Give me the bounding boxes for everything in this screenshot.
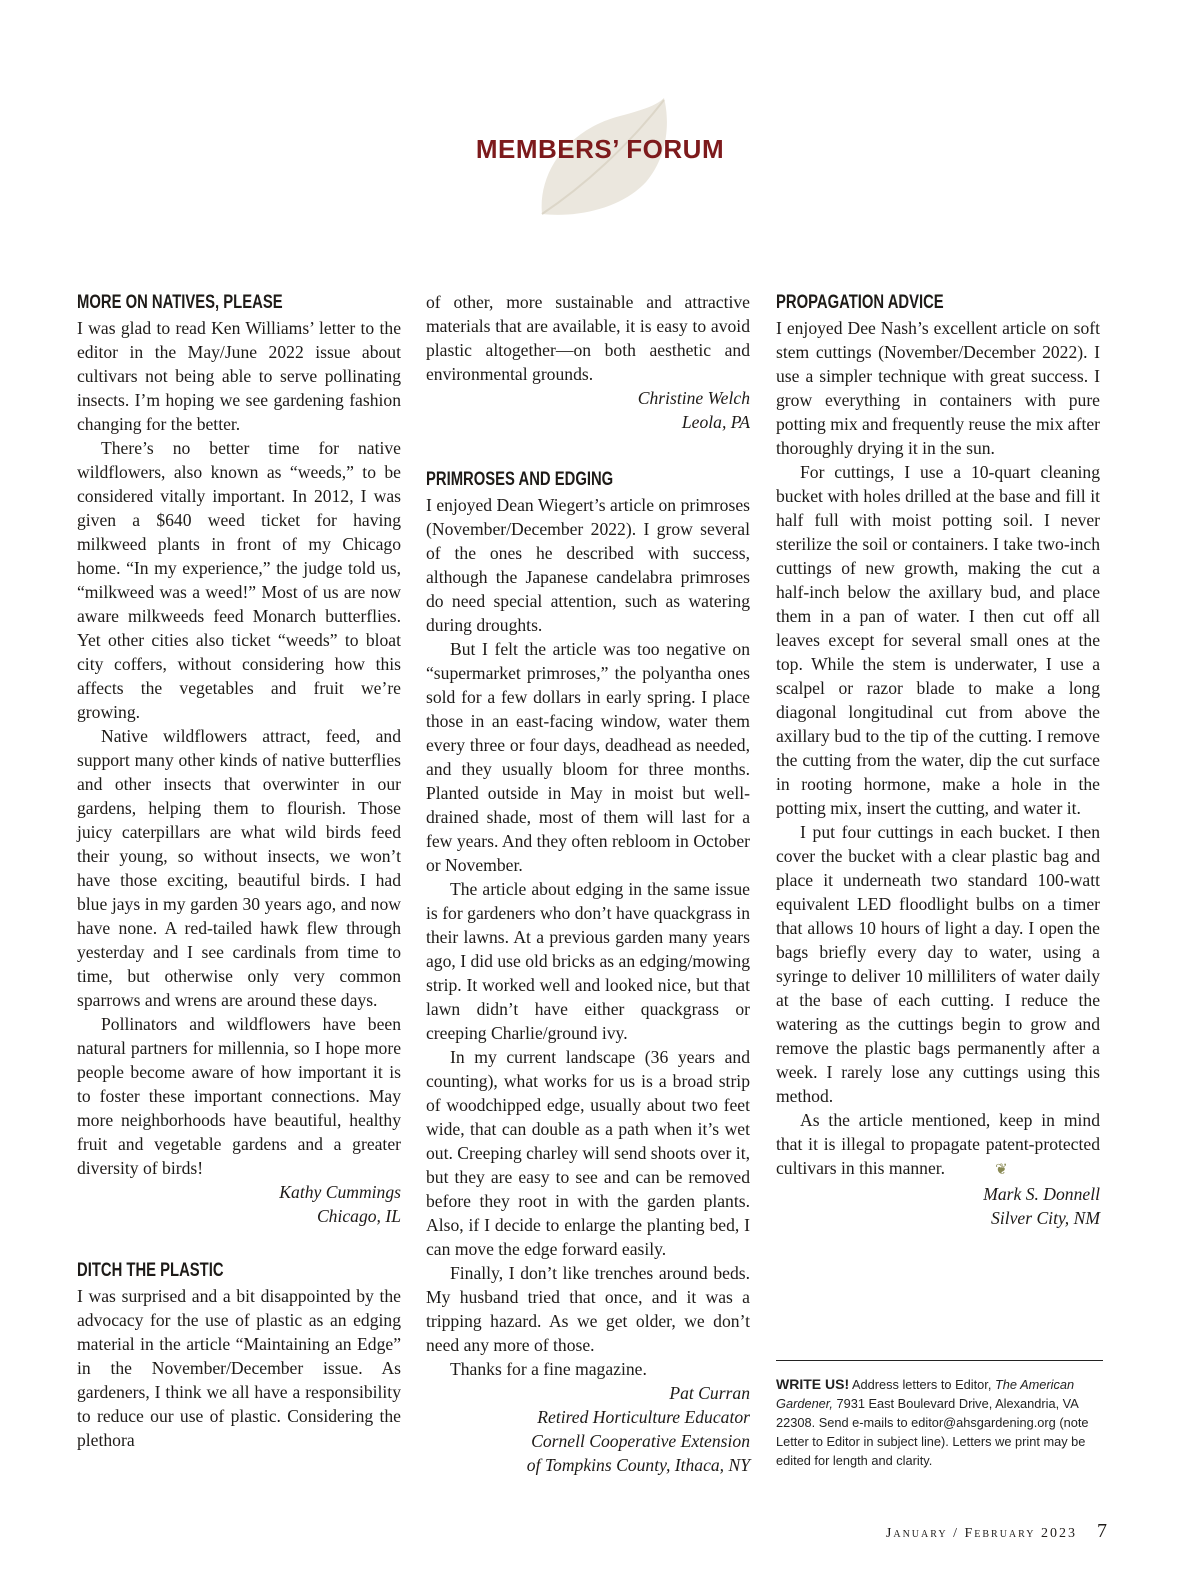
page-number: 7	[1097, 1520, 1107, 1542]
write-us-lead: WRITE US!	[776, 1376, 850, 1392]
signature-title: Retired Horticulture Educator	[537, 1407, 750, 1427]
column-1	[77, 290, 401, 1452]
letter-paragraph: Pollinators and wildflowers have been natural partners for millennia, so I hope more people become aware of how important it is to foster these important connections. May more neighborhoods have beautiful, healthy fruit and vegetable gardens and a greater diversity of birds!	[77, 1014, 401, 1178]
signature-organization: Cornell Cooperative Extension	[531, 1431, 750, 1451]
letter-paragraph: I enjoyed Dee Nash’s excellent article on soft stem cuttings (November/December 2022). I use a simpler technique with great success. I grow everything in containers with pure potting mix and frequently reuse the mix after thoroughly drying it in the sun.	[776, 318, 1100, 458]
letter-paragraph-text: As the article mentioned, keep in mind that it is illegal to propagate patent-protected cultivars in this manner.	[776, 1110, 1100, 1178]
letter-paragraph: I was glad to read Ken Williams’ letter to the editor in the May/June 2022 issue about cultivars not being able to serve pollinating insects. I’m hoping we see gardening fashion changing for the better.	[77, 318, 401, 434]
signature-name: Pat Curran	[669, 1383, 750, 1403]
letter-paragraph: In my current landscape (36 years and counting), what works for us is a broad strip of woodchipped edge, usually about two feet wide, that can double as a path when it’s wet out. Creeping charley will send shoots over it, but they are easy to see and can be removed before they root in with the garden plants. Also, if I decide to enlarge the planting bed, I can move the edge forward easily.	[426, 1047, 750, 1259]
page-title: MEMBERS’ FORUM	[475, 134, 725, 164]
letter-paragraph: Native wildflowers attract, feed, and support many other kinds of native butterflies and other insects that overwinter in our gardens, helping them to flourish. Those juicy caterpillars are what wild birds feed their young, so without insects, we won’t have those exciting, beautiful birds. I had blue jays in my garden 30 years ago, and now have none. A red-tailed hawk flew through yesterday and I see cardinals from time to time, but otherwise only very common sparrows and wrens are around these days.	[77, 726, 401, 1010]
end-mark-icon: ❦	[995, 1162, 1008, 1178]
page-footer	[886, 1520, 1107, 1543]
letter-paragraph: Finally, I don’t like trenches around beds. My husband tried that once, and it was a tripping hazard. As we get older, we don’t need any more of those.	[426, 1263, 750, 1355]
signature-location: Leola, PA	[681, 412, 750, 432]
letter-paragraph: There’s no better time for native wildflowers, also known as “weeds,” to be considered vitally important. In 2012, I was given a $640 weed ticket for having milkweed plants in front of my Chicago home. “In my experience,” the judge told us, “milkweed was a weed!” Most of us are now aware milkweeds feed Monarch butterflies. Yet other cities also ticket “weeds” to bloat city coffers, without considering how this affects the vegetables and fruit we’re growing.	[77, 438, 401, 722]
magazine-name: The American Gardener,	[776, 1377, 1075, 1411]
letter-heading: PROPAGATION ADVICE	[776, 292, 944, 313]
letter-paragraph: For cuttings, I use a 10-quart cleaning bucket with holes drilled at the base and fill it half full with moist potting soil. I never sterilize the soil or containers. I take two-inch cuttings of new growth, making the cut a half-inch below the axillary bud, and place them in a pan of water. I then cut off all leaves except for several small ones at the top. While the stem is underwater, I use a scalpel or razor blade to make a long diagonal longitudinal cut from above the axillary bud to the tip of the cutting. I remove the cutting from the water, dip the cut surface in rooting hormone, make a hole in the potting mix, insert the cutting, and water it.	[776, 462, 1100, 818]
letter-paragraph: The article about edging in the same issue is for gardeners who don’t have quackgrass in their lawns. At a previous garden many years ago, I did use old bricks as an edging/mowing strip. It worked well and looked nice, but that lawn didn’t have either quackgrass or creeping Charlie/ground ivy.	[426, 879, 750, 1043]
letter-paragraph: of other, more sustainable and attractive materials that are available, it is easy to avoid plastic altogether—on both aesthetic and environmental grounds.	[426, 292, 750, 384]
letter-heading: MORE ON NATIVES, PLEASE	[77, 292, 283, 313]
letter-paragraph: I enjoyed Dean Wiegert’s article on primroses (November/December 2022). I grow several of the ones he described with success, although the Japanese candelabra primroses do need special attention, such as watering during droughts.	[426, 495, 750, 635]
write-us-text: Address letters to Editor,	[849, 1377, 995, 1392]
write-us-text: 7931 East Boulevard Drive, Alexandria, VA 22308. Send e-mails to editor@ahsgardening.org (note Letter to Editor in subject line). Letters we print may be edited for length and clarity.	[776, 1396, 1089, 1468]
letter-paragraph: But I felt the article was too negative on “supermarket primroses,” the polyantha ones sold for a few dollars in early spring. I place those in an east-facing window, water them every three or four days, deadhead as needed, and they usually bloom for three months. Planted outside in May in moist but well-drained shade, most of them will last for a few years. And they often rebloom in October or November.	[426, 639, 750, 875]
letter-heading: PRIMROSES AND EDGING	[426, 469, 614, 490]
signature-location: Chicago, IL	[316, 1206, 401, 1226]
signature-name: Kathy Cummings	[279, 1182, 401, 1202]
write-us-box	[776, 1360, 1103, 1470]
letter-paragraph: Thanks for a fine magazine.	[450, 1359, 647, 1379]
column-3	[776, 290, 1100, 1230]
signature-location: of Tompkins County, Ithaca, NY	[526, 1455, 750, 1475]
letter-paragraph: I was surprised and a bit disappointed by the advocacy for the use of plastic as an edging material in the article “Maintaining an Edge” in the November/December issue. As gardeners, I think we all have a responsibility to reduce our use of plastic. Considering the plethora	[77, 1286, 401, 1450]
letter-paragraph	[776, 1108, 1100, 1182]
signature-name: Mark S. Donnell	[983, 1184, 1100, 1204]
letter-paragraph: I put four cuttings in each bucket. I then cover the bucket with a clear plastic bag and place it underneath two standard 100-watt equivalent LED floodlight bulbs on a timer that allows 10 hours of light a day. I open the bags briefly every day to water, using a syringe to deliver 10 milliliters of water daily at the base of each cutting. I reduce the watering as the cuttings begin to grow and remove the plastic bags permanently after a week. I rarely lose any cuttings using this method.	[776, 822, 1100, 1106]
signature-location: Silver City, NM	[991, 1208, 1100, 1228]
signature-name: Christine Welch	[637, 388, 750, 408]
issue-date: January / February 2023	[885, 1526, 1077, 1541]
page-header	[0, 90, 1200, 220]
letter-heading: DITCH THE PLASTIC	[77, 1260, 224, 1281]
column-2	[426, 290, 750, 1477]
